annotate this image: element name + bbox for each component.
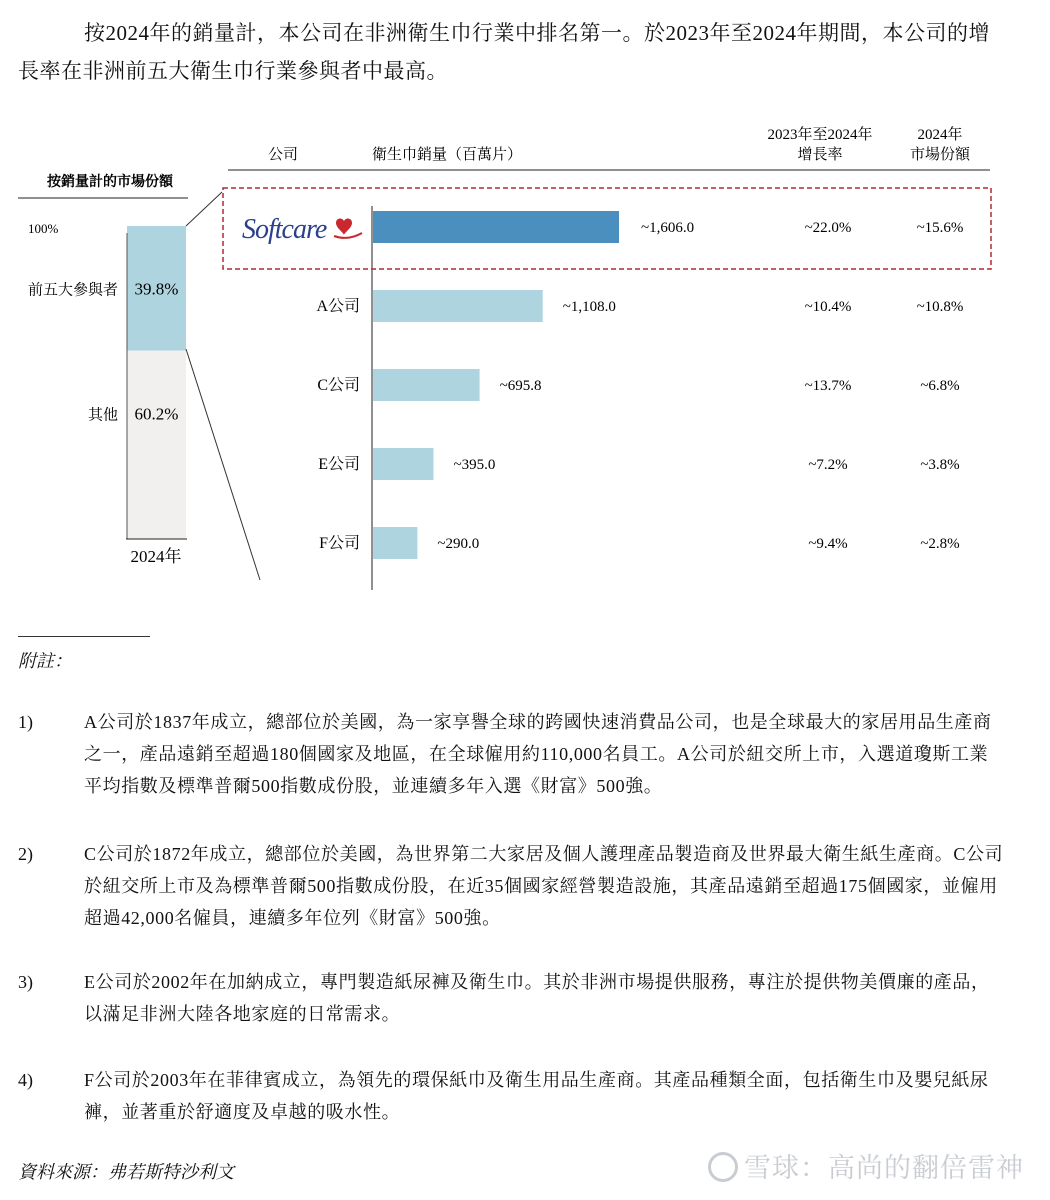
note-1 [18,706,1008,802]
stack-segment-2 [127,351,186,539]
snowball-logo-icon [708,1152,738,1182]
growth-value: ~9.4% [808,536,848,552]
header-company: 公司 [267,147,299,163]
growth-value: ~7.2% [808,457,848,473]
bar-value-label: ~290.0 [437,536,480,552]
stack-title: 按銷量計的市場份額 [47,175,173,190]
stack-column [28,226,186,539]
notes-rule [18,636,150,637]
company-label: F公司 [319,535,360,552]
company-label: A公司 [316,298,360,315]
note-3 [18,966,1008,1030]
logo-underline [334,233,362,238]
market-share-chart [0,110,1050,610]
header-share-line1: 2024年 [917,127,963,143]
notes-heading: 附註： [18,651,72,671]
header-share-line2: 市場份額 [909,147,971,163]
note-number: 2) [18,844,33,864]
note-number: 4) [18,1070,33,1090]
company-label: E公司 [318,456,360,473]
growth-value: ~10.4% [804,299,852,315]
growth-value: ~22.0% [804,220,852,236]
note-text: F公司於2003年在菲律賓成立，為領先的環保紙巾及衛生用品生產商。其產品種類全面，包括衛生巾及嬰兒紙尿褲，並著重於舒適度及卓越的吸水性。 [84,1070,989,1122]
stack-segment-value: 60.2% [134,404,179,424]
note-text: C公司於1872年成立，總部位於美國，為世界第二大家居及個人護理產品製造商及世界最大衛生紙生產商。C公司於紐交所上市及為標準普爾500指數成份股，在近35個國家經營製造設施，其產品遠銷至超過175個國家，並僱用超過42,000名僱員，連續多年位列《財富》500強。 [84,844,1004,928]
stack-xlabel: 2024年 [130,547,182,566]
heart-icon [336,219,352,235]
note-2 [18,838,1008,934]
bar-1 [373,211,619,243]
note-number: 1) [18,712,33,732]
bar-value-label: ~395.0 [453,457,496,473]
growth-value: ~13.7% [804,378,852,394]
bar-3 [373,369,480,401]
bar-value-label: ~695.8 [499,378,542,394]
stack-segment-name: 前五大參與者 [27,282,118,299]
bar-4 [373,448,434,480]
share-value: ~3.8% [920,457,960,473]
bar-value-label: ~1,108.0 [562,299,616,315]
stack-top-label: 100% [28,221,59,236]
share-value: ~15.6% [916,220,964,236]
softcare-logo [242,214,362,245]
zoom-line-bottom [186,349,260,580]
share-value: ~10.8% [916,299,964,315]
header-growth-line1: 2023年至2024年 [767,127,873,143]
intro-paragraph: 按2024年的銷量計，本公司在非洲衛生巾行業中排名第一。於2023年至2024年期間，本公司的增長率在非洲前五大衛生巾行業參與者中最高。 [18,21,990,83]
zoom-line-top [186,192,222,226]
note-number: 3) [18,972,33,992]
stack-segment-name: 其他 [87,407,118,424]
watermark-text: 雪球：高尚的翻倍雷神 [744,1153,1024,1184]
bar-2 [373,290,543,322]
bar-5 [373,527,417,559]
bar-value-label: ~1,606.0 [641,220,695,236]
bars [316,211,963,559]
note-text: A公司於1837年成立，總部位於美國，為一家享譽全球的跨國快速消費品公司，也是全球最大的家居用品生產商之一，產品遠銷至超過180個國家及地區，在全球僱用約110,000名員工。A公司於紐交所上市，入選道瓊斯工業平均指數及標準普爾500指數成份股，並連續多年入選《財富》500強。 [84,712,992,796]
share-value: ~6.8% [920,378,960,394]
header-volume: 衛生巾銷量（百萬片） [372,147,523,163]
source-line: 資料來源：弗若斯特沙利文 [18,1162,234,1182]
header-growth-line2: 增長率 [797,147,843,163]
watermark [708,1146,1024,1185]
softcare-logo-text: Softcare [242,214,327,245]
company-label: C公司 [317,377,360,394]
share-value: ~2.8% [920,536,960,552]
note-4 [18,1064,1008,1128]
stack-segment-value: 39.8% [134,279,179,299]
note-text: E公司於2002年在加納成立，專門製造紙尿褲及衛生巾。其於非洲市場提供服務，專注於提供物美價廉的產品，以滿足非洲大陸各地家庭的日常需求。 [84,972,990,1024]
